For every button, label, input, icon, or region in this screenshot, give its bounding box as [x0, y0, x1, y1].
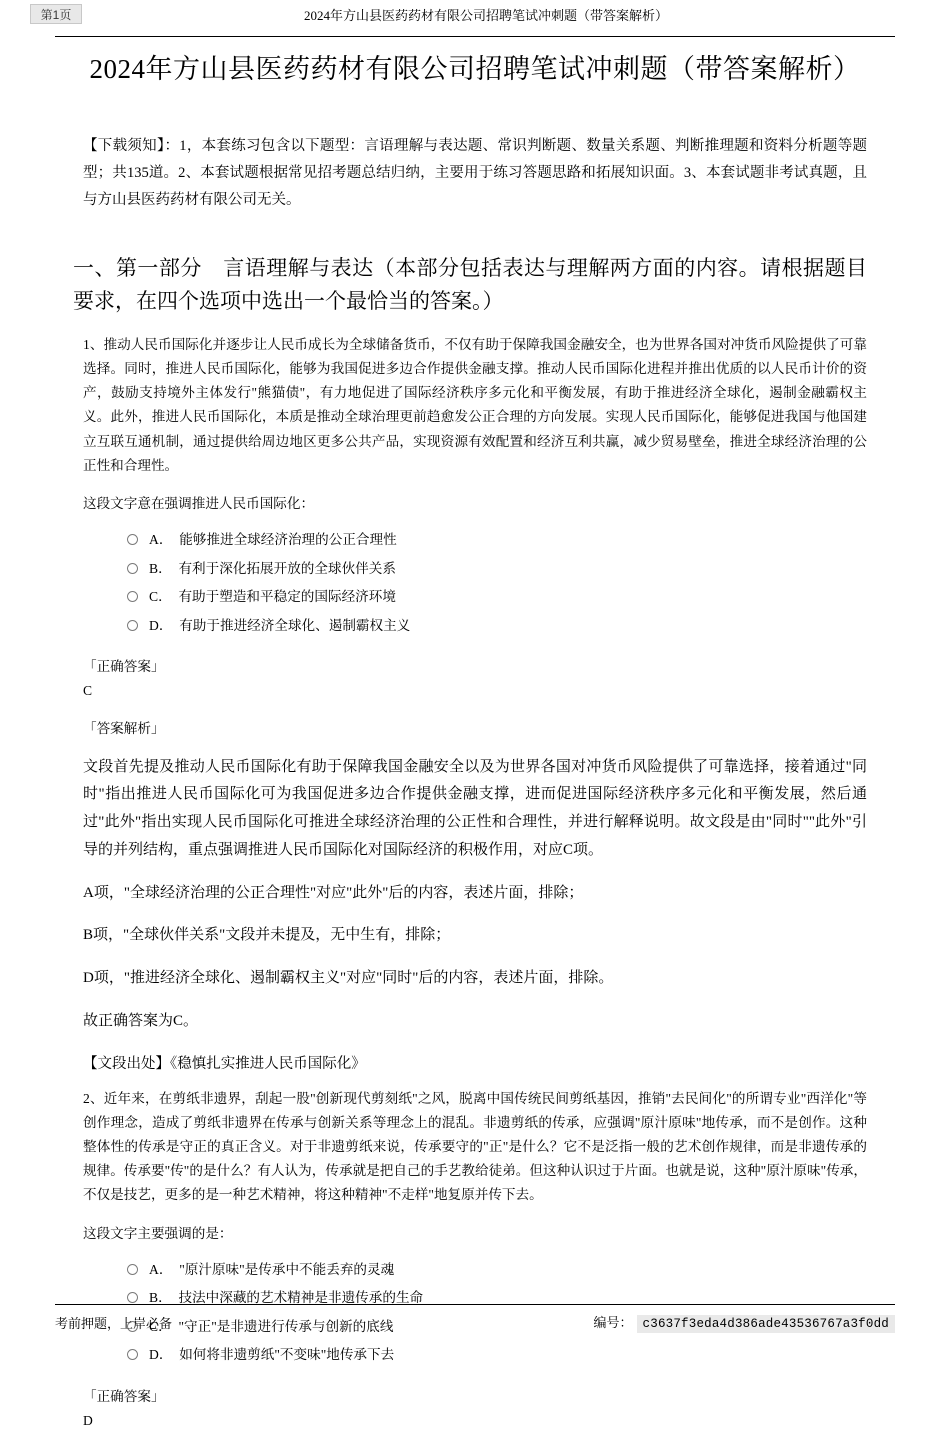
analysis-paragraph: 故正确答案为C。 — [83, 1012, 199, 1029]
section-heading: 一、第一部分 言语理解与表达（本部分包括表达与理解两方面的内容。请根据题目要求，在四个选项中选出一个最恰当的答案。） — [73, 255, 867, 314]
running-header-title: 2024年方山县医药药材有限公司招聘笔试冲刺题（带答案解析） — [303, 7, 668, 23]
option-list — [83, 526, 867, 640]
code-label: 编号： — [593, 1314, 633, 1330]
radio-icon[interactable] — [127, 1292, 138, 1303]
radio-icon[interactable] — [127, 591, 138, 602]
answer-label: 「正确答案」 — [83, 659, 165, 675]
answer-value: D — [83, 1412, 93, 1428]
option-label: A． "原汁原味"是传承中不能丢弃的灵魂 — [149, 1261, 395, 1277]
document-content — [55, 44, 895, 1432]
analysis-paragraph: A项，"全球经济治理的公正合理性"对应"此外"后的内容，表述片面，排除； — [83, 884, 584, 901]
question-prompt: 这段文字主要强调的是： — [83, 1225, 233, 1241]
option-a[interactable] — [127, 526, 867, 555]
analysis-label: 「答案解析」 — [83, 720, 165, 736]
question-2 — [55, 1087, 895, 1432]
download-notice: 【下载须知】：1，本套练习包含以下题型：言语理解与表达题、常识判断题、数量关系题、判断推理题和资料分析题等题型；共135道。2、本套试题根据常见招考题总结归纳，主要用于练习答题思路和拓展知识面。3、本套试题非考试真题，且与方山县医药药材有限公司无关。 — [83, 138, 867, 208]
source-reference: 【文段出处】《稳慎扎实推进人民币国际化》 — [83, 1055, 366, 1072]
option-c[interactable] — [127, 583, 867, 612]
question-prompt: 这段文字意在强调推进人民币国际化： — [83, 495, 315, 511]
radio-icon[interactable] — [127, 620, 138, 631]
analysis-paragraph: D项，"推进经济全球化、遏制霸权主义"对应"同时"后的内容，表述片面，排除。 — [83, 970, 614, 987]
page-number-tab: 第1页 — [30, 4, 82, 24]
option-label: D． 如何将非遗剪纸"不变味"地传承下去 — [149, 1347, 395, 1363]
option-label: B． 技法中深藏的艺术精神是非遗传承的生命 — [149, 1290, 424, 1306]
document-code: c3637f3eda4d386ade43536767a3f0dd — [637, 1315, 895, 1333]
radio-icon[interactable] — [127, 1349, 138, 1360]
radio-icon[interactable] — [127, 1264, 138, 1275]
analysis-paragraph: 文段首先提及推动人民币国际化有助于保障我国金融安全以及为世界各国对冲货币风险提供了可靠选择，接着通过"同时"指出推进人民币国际化可为我国促进多边合作提供金融支撑，进而促进国际经济秩序多元化和平衡发展，然后通过"此外"指出实现人民币国际化可推进全球经济治理的公正性和合理性，并进行解释说明。故文段是由"同时""此外"引导的并列结构，重点强调推进人民币国际化对国际经济的积极作用，对应C项。 — [83, 758, 867, 858]
answer-value: C — [83, 683, 93, 699]
option-d[interactable] — [127, 1341, 867, 1370]
question-stem: 2、近年来，在剪纸非遗界，刮起一股"创新现代剪刻纸"之风，脱离中国传统民间剪纸基因，推销"去民间化"的所谓专业"西洋化"等创作理念，造成了剪纸非遗界在传承与创新关系等理念上的混乱。非遗剪纸的传承，应强调"原汁原味"地传承，而不是创作。这种整体性的传承是守正的真正含义。对于非遗剪纸来说，传承要守的"正"是什么？它不是泛指一般的艺术创作规律，而是非遗传承的规律。传承要"传"的是什么？有人认为，传承就是把自己的手艺教给徒弟。但这种认识过于片面。也就是说，这种"原汁原味"传承，不仅是技艺，更多的是一种艺术精神，将这种精神"不走样"地复原并传下去。 — [83, 1090, 867, 1203]
radio-icon[interactable] — [127, 563, 138, 574]
footer-slogan: 考前押题，上岸必备 — [55, 1315, 173, 1331]
option-label: A． 能够推进全球经济治理的公正合理性 — [149, 532, 397, 548]
option-label: C． "守正"是非遗进行传承与创新的底线 — [149, 1318, 394, 1334]
option-label: C． 有助于塑造和平稳定的国际经济环境 — [149, 589, 396, 605]
option-a[interactable] — [127, 1256, 867, 1285]
header-divider — [55, 36, 895, 37]
page-footer — [55, 1309, 895, 1335]
footer-divider — [55, 1304, 895, 1305]
option-label: B． 有利于深化拓展开放的全球伙伴关系 — [149, 560, 396, 576]
option-d[interactable] — [127, 612, 867, 641]
page-title: 2024年方山县医药药材有限公司招聘笔试冲刺题（带答案解析） — [89, 54, 861, 84]
page-header — [0, 0, 950, 28]
question-1 — [55, 333, 895, 1073]
option-b[interactable] — [127, 555, 867, 584]
analysis-paragraph: B项，"全球伙伴关系"文段并未提及，无中生有，排除； — [83, 927, 451, 944]
radio-icon[interactable] — [127, 534, 138, 545]
option-label: D． 有助于推进经济全球化、遏制霸权主义 — [149, 617, 411, 633]
footer-code-group — [594, 1312, 895, 1333]
answer-label: 「正确答案」 — [83, 1388, 165, 1404]
question-stem: 1、推动人民币国际化并逐步让人民币成长为全球储备货币，不仅有助于保障我国金融安全，也为世界各国对冲货币风险提供了可靠选择。同时，推进人民币国际化，能够为我国促进多边合作提供金融支撑。推动人民币国际化进程并推出优质的以人民币计价的资产，鼓励支持境外主体发行"熊猫债"，有力地促进了国际经济秩序多元化和平衡发展，有助于推进经济全球化，遏制金融霸权主义。此外，推进人民币国际化，本质是推动全球治理更前趋愈发公正合理的方向发展。实现人民币国际化，能够促进我国与他国建立互联互通机制，通过提供给周边地区更多公共产品，实现资源有效配置和经济互利共赢，减少贸易壁垒，推进全球经济治理的公正性和合理性。 — [83, 336, 867, 473]
